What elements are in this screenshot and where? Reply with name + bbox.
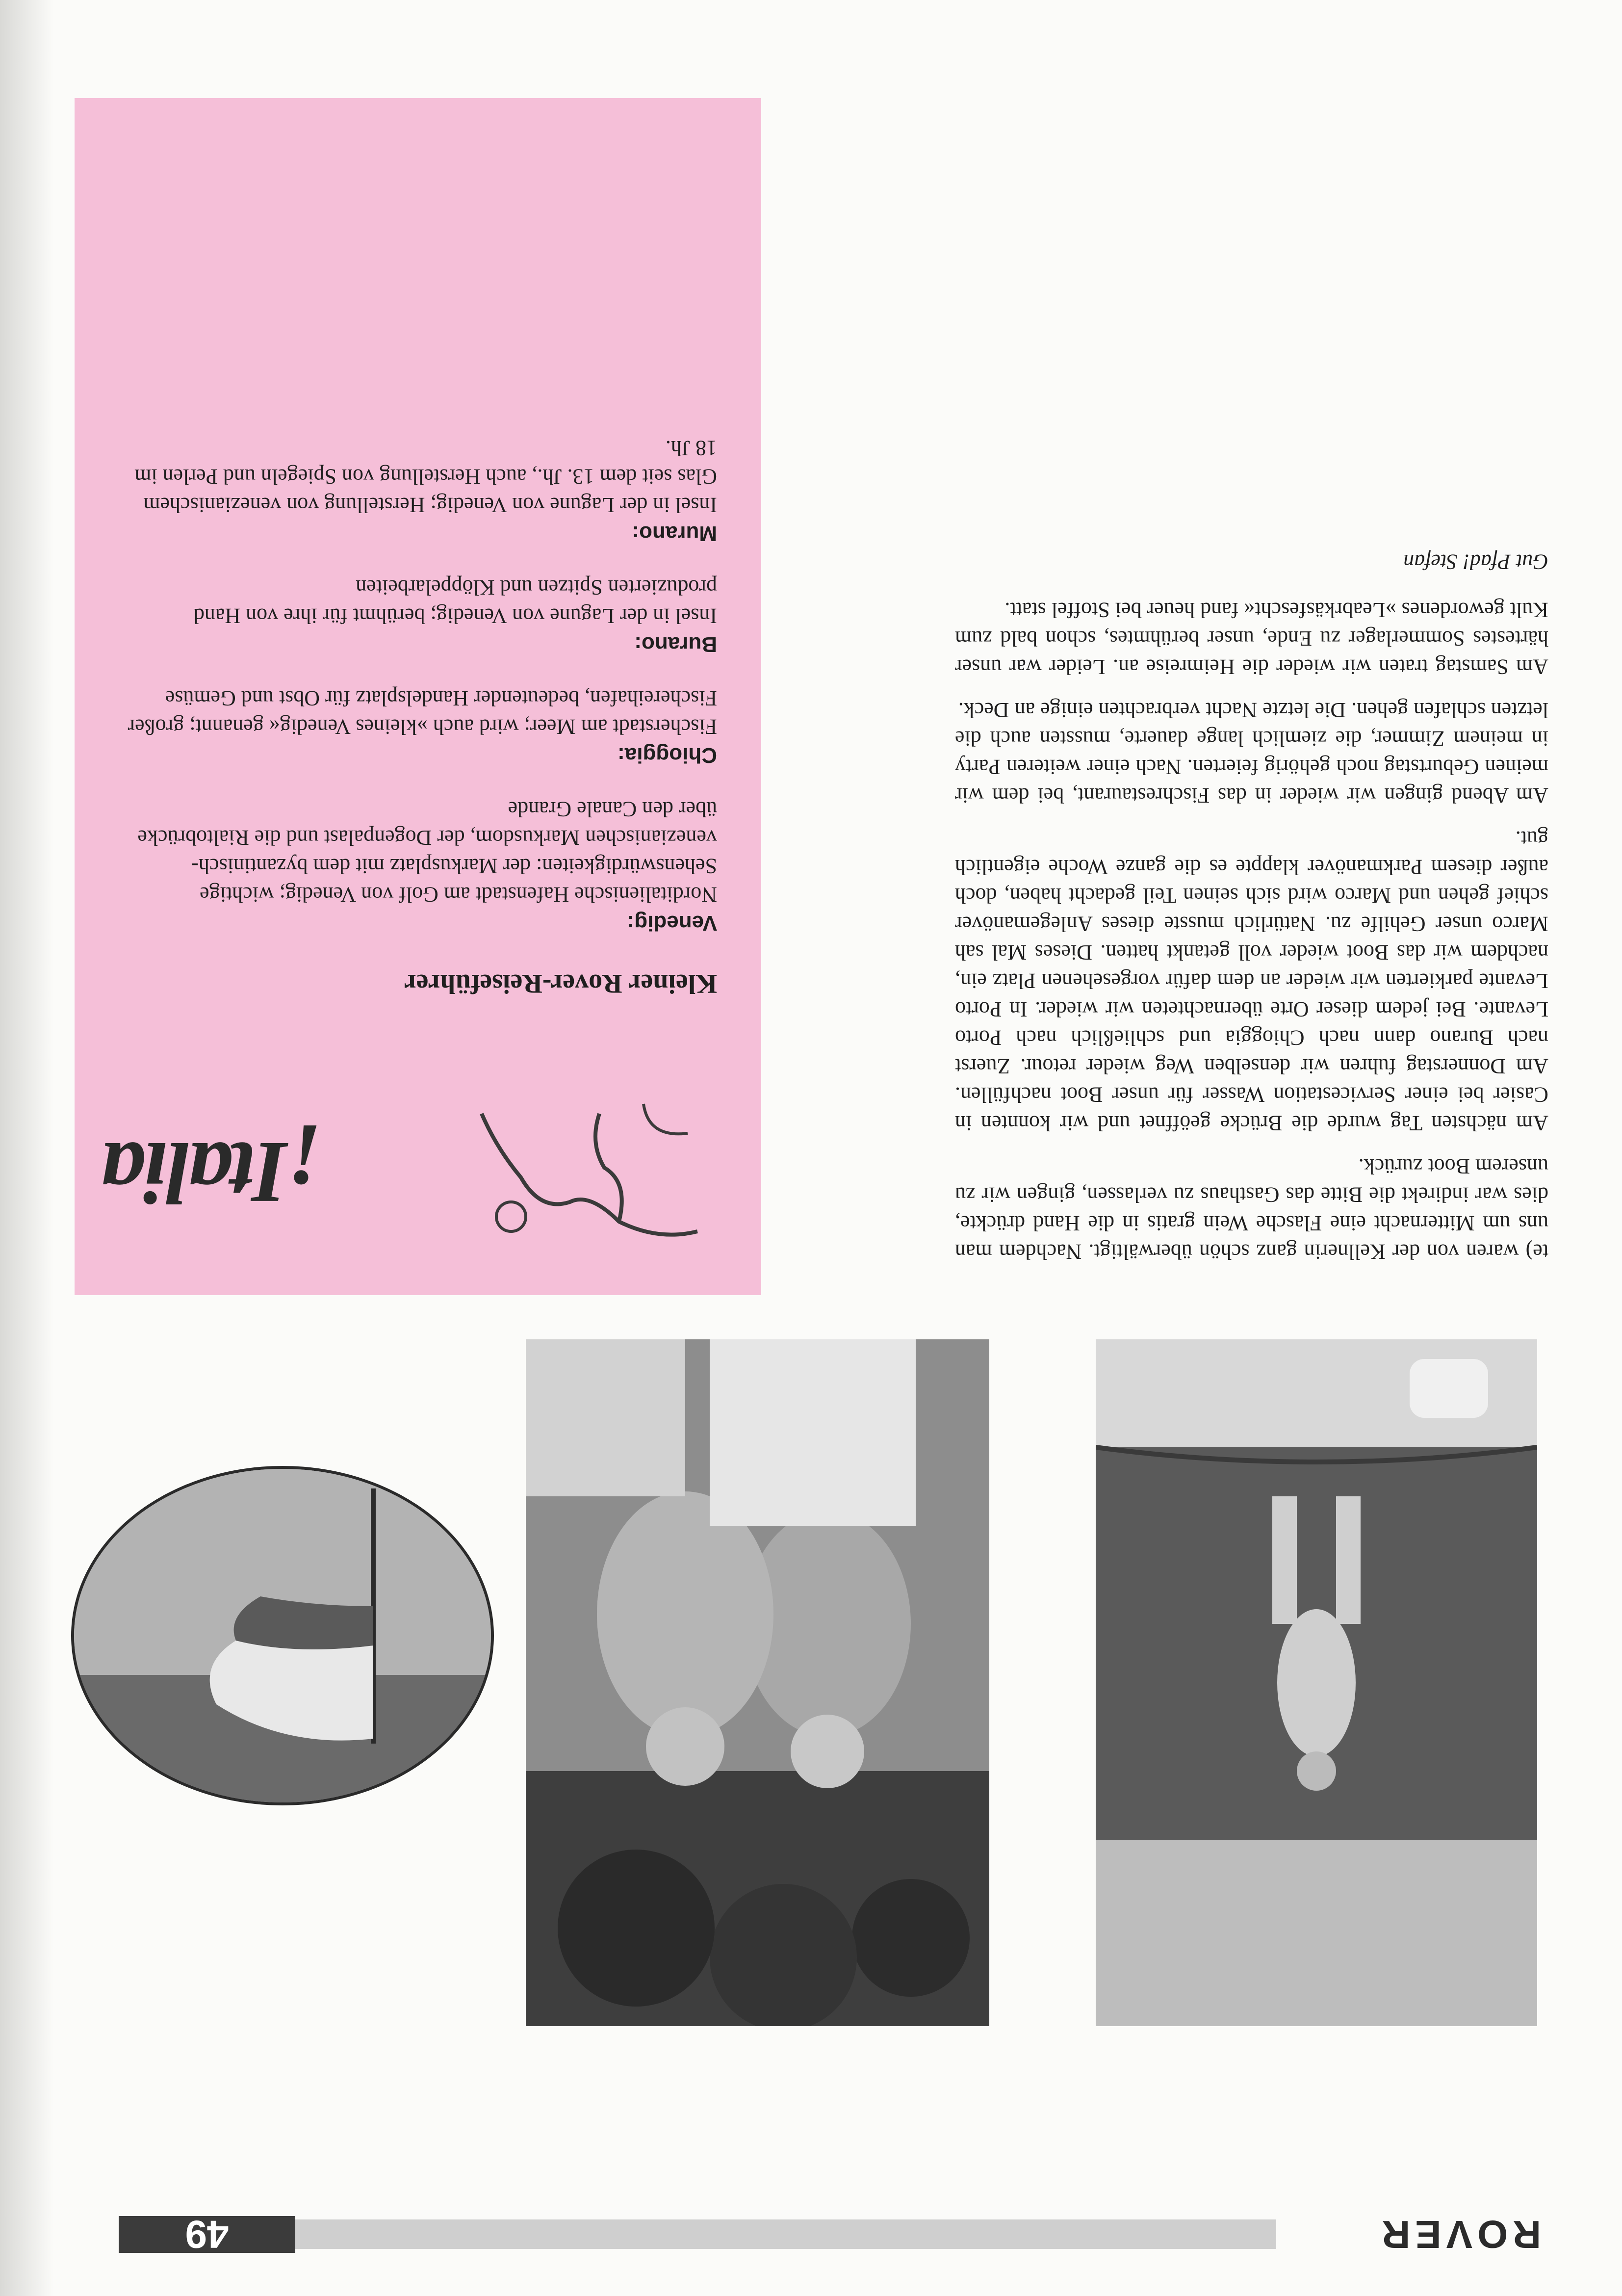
italia-logo-text: ¡Italia <box>103 1124 320 1222</box>
italy-map-logo <box>462 1084 717 1261</box>
guide-entry-venedig <box>109 795 717 937</box>
entry-name: Chioggia: <box>618 743 717 767</box>
binding-shadow <box>0 0 54 2296</box>
guide-entry-murano <box>109 434 717 548</box>
header-band <box>295 2219 1276 2249</box>
entry-name: Burano: <box>634 632 717 656</box>
page-header <box>119 2213 1541 2256</box>
article-paragraph: Am Abend gingen wir wieder in das Fischrestaurant, bei dem wir meinen Geburtstag noch gehörig feierten. Nach einer weiteren Party in meinem Zimmer, die ziemlich lange dauerte, mussten auch die letzten schlafen gehen. Die letzte Nacht verbrachten einige an Deck. <box>955 698 1548 808</box>
article-paragraph: Am Samstag traten wir wieder die Heimreise an. Leider war unser härtestes Sommerlager zu Ende, unser berühmtes, schon bald zum Kult gewordenes »Leabrkäsfescht« fand heuer bei Stoffel statt. <box>955 598 1548 679</box>
article-signature: Gut Pfad! Stefan <box>1403 550 1548 574</box>
article-paragraph: Am nächsten Tag wurde die Brücke geöffnet und wir konnten in Casier bei einer Servicestation Wasser für unser Boot nachfüllen. Am Donnerstag fuhren wir denselben Weg wieder retour. Zuerst nach Burano dann nach Chioggia und schließlich nach Porto Levante. Bei jedem dieser Orte übernachteten wir wieder. In Porto Levante parkierten wir wieder an dem dafür vorgesehenen Platz ein, nachdem wir das Boot wieder voll getankt hatten. Dieses Mal sah Marco unser Gehilfe zu. Natürlich musste dieses Anlegemanöver schief gehen und Marco wird sich seinen Teil gedacht haben, doch außer diesem Parkmanöver klappte es die ganze Woche eigentlich gut. <box>955 827 1548 1135</box>
entry-text: Insel in der Lagune von Venedig; berühmt für ihre von Hand produzierten Spitzen und Klöppelarbeiten <box>193 575 717 628</box>
travel-guide-box <box>75 98 761 1295</box>
photo-table-image <box>526 1339 989 2026</box>
guide-title: Kleiner Rover-Reiseführer <box>404 968 717 999</box>
section-title: ROVER <box>1377 2213 1541 2256</box>
guide-entry-chioggia <box>109 684 717 769</box>
entry-name: Murano: <box>632 522 717 546</box>
guide-entry-burano <box>109 573 717 658</box>
entry-text: Fischerstadt am Meer; wird auch »kleines Venedig« genannt; großer Fischereihafen, bedeutender Handelsplatz für Obst und Gemüse <box>128 686 717 739</box>
entry-text: Insel in der Lagune von Venedig; Herstellung von venezianischem Glas seit dem 13. Jh., auch Herstellung von Spiegeln und Perlen im 18 Jh. <box>134 436 717 517</box>
photo-swimmer <box>1096 1339 1537 2026</box>
photo-flag-image <box>74 1469 491 1802</box>
page-number: 49 <box>119 2216 295 2253</box>
entry-text: Norditalienische Hafenstadt am Golf von Venedig; wichtige Sehenswürdigkeiten: der Markusplatz mit dem byzantinisch-venezianischen Markusdom, der Dogenpalast und die Rialtobrücke über den Canale Grande <box>137 797 717 907</box>
article-paragraph: te) waren von der Kellnerin ganz schön überwältigt. Nachdem man uns um Mitternacht eine Flasche Wein gratis in die Hand drückte, dies war indirekt die Bitte das Gasthaus zu verlassen, gingen wir zu unserem Boot zurück. <box>955 1154 1548 1264</box>
entry-name: Venedig: <box>627 911 717 935</box>
guide-entries <box>109 408 717 937</box>
photo-flag <box>71 1466 494 1805</box>
photo-swimmer-image <box>1096 1339 1537 2026</box>
article-column <box>955 533 1548 1266</box>
photo-table <box>526 1339 989 2026</box>
